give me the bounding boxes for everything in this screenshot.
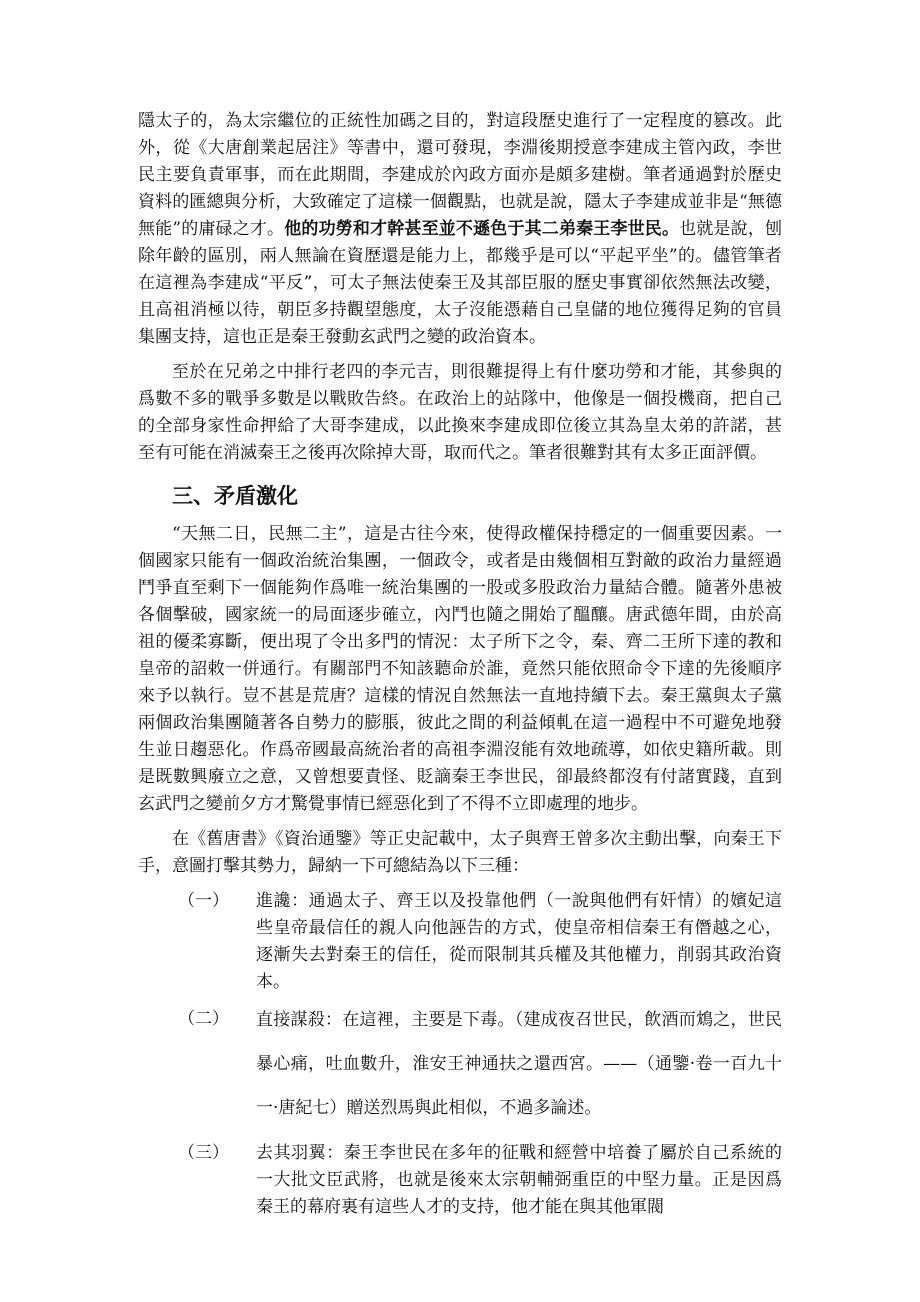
list-item-text: 直接謀殺：在這裡，主要是下毒。（建成夜召世民，飲酒而鴆之，世民暴心痛，吐血數升，淮安王神通扶之還西宮。——（通鑒·卷一百九十一·唐紀七）贈送烈馬與此相似，不過多論述。 [256,1010,782,1118]
paragraph-3: “天無二日，民無二主”，這是古往今來，使得政權保持穩定的一個重要因素。一個國家只能有一個政治統治集團，一個政令，或者是由幾個相互對敵的政治力量經過鬥爭直至剩下一個能夠作爲唯一統治集團的一股或多股政治力量結合體。隨著外患被各個擊破，國家統一的局面逐步確立，內鬥也隨之開始了醞釀。唐武德年間，由於高祖的優柔寡斷，便出現了令出多門的情況：太子所下之令，秦、齊二王所下達的教和皇帝的詔敕一併通行。有關部門不知該聽命於誰，竟然只能依照命令下達的先後順序來予以執行。豈不甚是荒唐？這樣的情況自然無法一直地持續下去。秦王黨與太子黨兩個政治集團隨著各自勢力的膨脹，彼此之間的利益傾軋在這一過程中不可避免地發生並日趨惡化。作爲帝國最高統治者的高祖李淵沒能有效地疏導，如依史籍所載。則是既數興廢立之意，又曾想要責怪、貶謫秦王李世民，卻最終都沒有付諸實踐，直到玄武門之變前夕方才驚覺事情已經惡化到了不得不立即處理的地步。 [138,524,782,814]
list-item [138,1140,782,1221]
paragraph-1-bold: 他的功勞和才幹甚至並不遜色于其二弟秦王李世民。 [284,219,680,239]
paragraph-4: 在《舊唐書》《資治通鑒》等正史記載中，太子與齊王曾多次主動出擊，向秦王下手，意圖打擊其勢力，歸納一下可總結為以下三種： [138,829,782,876]
paragraph-1-text-b: 也就是說，刨除年齡的區別，兩人無論在資歷還是能力上，都幾乎是可以“平起平坐”的。儘管筆者在這裡為李建成“平反”，可太子無法使秦王及其部臣服的歷史事實卻依然無法改變，且高祖消極以待，朝臣多持觀望態度，太子沒能憑藉自己皇儲的地位獲得足夠的官員集團支持，這也正是秦王發動玄武門之變的政治資本。 [138,219,783,347]
section-heading: 三、矛盾激化 [172,484,298,508]
list-item [138,888,782,996]
list-item-text: 去其羽翼：秦王李世民在多年的征戰和經營中培養了屬於自己系統的一大批文臣武將，也就是後來太宗朝輔弼重臣的中堅力量。正是因爲秦王的幕府裏有這些人才的支持，他才能在與其他軍閥 [256,1143,782,1217]
list-item-number: （一） [178,891,229,911]
paragraph-1-text-a: 隱太子的，為太宗繼位的正統性加碼之目的，對這段歷史進行了一定程度的篡改。此外，從《大唐創業起居注》等書中，還可發現，李淵後期授意李建成主管內政，李世民主要負責軍事，而在此期間，李建成於內政方面亦是頗多建樹。筆者通過對於歷史資料的匯總與分析，大致確定了這樣一個觀點，也就是說，隱太子李建成並非是“無德無能”的庸碌之才。 [138,111,782,239]
paragraph-2: 至於在兄弟之中排行老四的李元吉，則很難提得上有什麼功勞和才能，其參與的爲數不多的戰爭多數是以戰敗告終。在政治上的站隊中，他像是一個投機商，把自己的全部身家性命押給了大哥李建成，以此換來李建成即位後立其為皇太弟的許諾，甚至有可能在消滅秦王之後再次除掉大哥，取而代之。筆者很難對其有太多正面評價。 [138,362,782,463]
list-item-number: （二） [178,1009,229,1029]
paragraph-1 [138,108,782,351]
list-item [138,1006,782,1130]
list-item-text: 進讒：通過太子、齊王以及投靠他們（一說與他們有奸情）的嬪妃這些皇帝最信任的親人向他誣告的方式，使皇帝相信秦王有僭越之心，逐漸失去對秦王的信任，從而限制其兵權及其他權力，削弱其政治資本。 [256,891,782,992]
document-page [138,108,782,1231]
list-item-number: （三） [178,1143,229,1163]
